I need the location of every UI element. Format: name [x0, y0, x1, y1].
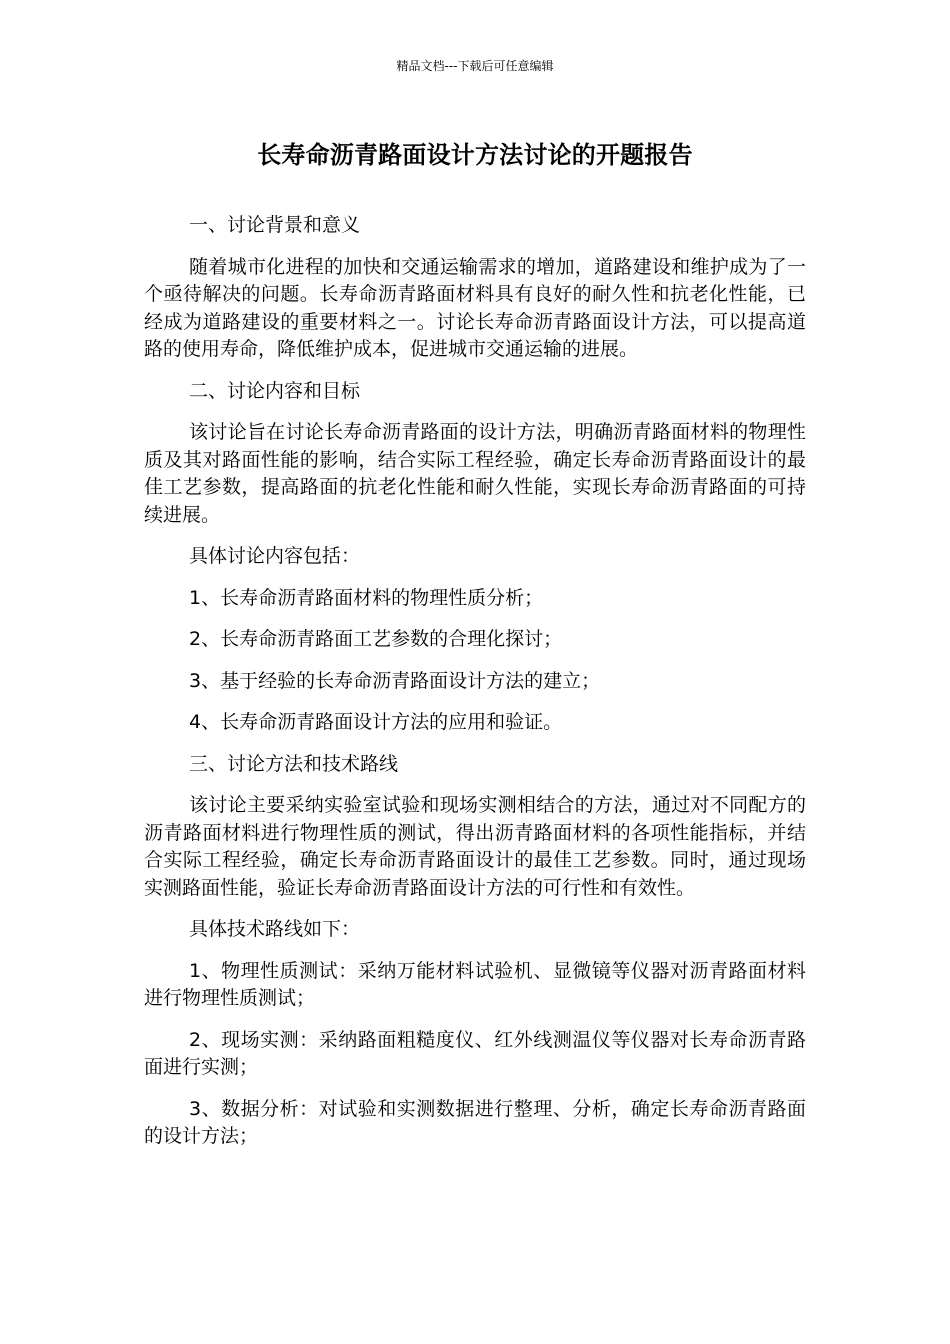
- section-heading-methods: 三、讨论方法和技术路线: [189, 752, 399, 775]
- paragraph-content-intro: 具体讨论内容包括：: [189, 545, 361, 567]
- list-item-content-4: 4、长寿命沥青路面设计方法的应用和验证。: [189, 711, 563, 733]
- header-note: 精品文档---下载后可任意编辑: [396, 59, 554, 73]
- list-item-content-1: 1、长寿命沥青路面材料的物理性质分析；: [189, 586, 544, 609]
- list-item-content-2: 2、长寿命沥青路面工艺参数的合理化探讨；: [189, 628, 563, 650]
- section-heading-background: 一、讨论背景和意义: [189, 214, 361, 236]
- document-body: [144, 212, 806, 1165]
- section-heading-content-goals: 二、讨论内容和目标: [189, 379, 361, 402]
- paragraph-methods: 该讨论主要采纳实验室试验和现场实测相结合的方法，通过对不同配方的沥青路面材料进行物理性质的测试，得出沥青路面材料的各项性能指标，并结合实际工程经验，确定长寿命沥青路面设计的最佳工艺参数。同时，通过现场实测路面性能，验证长寿命沥青路面设计方法的可行性和有效性。: [144, 794, 806, 899]
- paragraph-background: 随着城市化进程的加快和交通运输需求的增加，道路建设和维护成为了一个亟待解决的问题。长寿命沥青路面材料具有良好的耐久性和抗老化性能，已经成为道路建设的重要材料之一。讨论长寿命沥青路面设计方法，可以提高道路的使用寿命，降低维护成本，促进城市交通运输的进展。: [144, 255, 806, 360]
- list-item-route-2: 2、现场实测：采纳路面粗糙度仪、红外线测温仪等仪器对长寿命沥青路面进行实测；: [144, 1028, 806, 1078]
- list-item-route-3: 3、数据分析：对试验和实测数据进行整理、分析，确定长寿命沥青路面的设计方法；: [144, 1097, 806, 1147]
- paragraph-content-goals: 该讨论旨在讨论长寿命沥青路面的设计方法，明确沥青路面材料的物理性质及其对路面性能的影响，结合实际工程经验，确定长寿命沥青路面设计的最佳工艺参数，提高路面的抗老化性能和耐久性能，实现长寿命沥青路面的可持续进展。: [144, 421, 806, 526]
- paragraph-route-intro: 具体技术路线如下：: [189, 918, 361, 940]
- list-item-content-3: 3、基于经验的长寿命沥青路面设计方法的建立；: [189, 669, 601, 692]
- list-item-route-1: 1、物理性质测试：采纳万能材料试验机、显微镜等仪器对沥青路面材料进行物理性质测试；: [144, 959, 806, 1009]
- document-title: 长寿命沥青路面设计方法讨论的开题报告: [257, 141, 693, 169]
